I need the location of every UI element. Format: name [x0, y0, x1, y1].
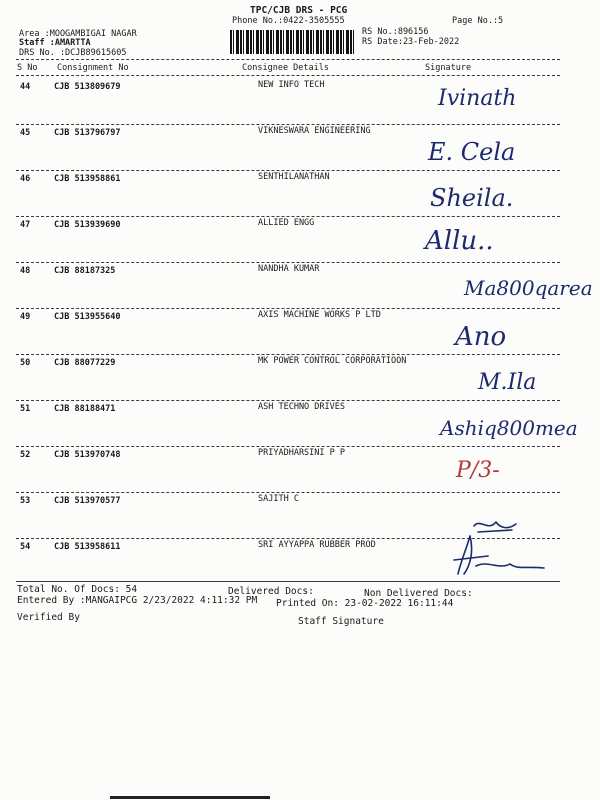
signature: Ashiq800mea — [440, 416, 578, 440]
row-consignment: CJB 88187325 — [54, 266, 116, 276]
row-consignment: CJB 513958861 — [54, 174, 121, 184]
col-consignment: Consignment No — [57, 63, 129, 73]
row-sno: 49 — [20, 312, 31, 322]
footer-divider — [16, 581, 560, 582]
row-sno: 52 — [20, 450, 31, 460]
header-divider — [16, 59, 560, 60]
row-consignee: SENTHILANATHAN — [258, 172, 330, 182]
col-signature: Signature — [425, 63, 472, 73]
row-sno: 46 — [20, 174, 31, 184]
row-divider — [16, 308, 560, 309]
row-divider — [16, 262, 560, 263]
row-consignee: AXIS MACHINE WORKS P LTD — [258, 310, 381, 320]
signature: E. Cela — [428, 138, 516, 166]
row-consignment: CJB 513796797 — [54, 128, 121, 138]
row-divider — [16, 492, 560, 493]
row-consignment: CJB 88077229 — [54, 358, 116, 368]
non-delivered-docs: Non Delivered Docs: — [364, 588, 473, 599]
column-divider — [16, 75, 560, 76]
page-bottom-edge — [110, 796, 270, 799]
row-consignee: ALLIED ENGG — [258, 218, 315, 228]
rs-date: RS Date:23-Feb-2022 — [362, 37, 460, 47]
barcode — [230, 30, 356, 54]
area-field: Area :MOOGAMBIGAI NAGAR — [19, 29, 137, 39]
row-divider — [16, 216, 560, 217]
signature: Ma800qarea — [464, 276, 593, 300]
row-sno: 45 — [20, 128, 31, 138]
row-consignee: ASH TECHNO DRIVES — [258, 402, 345, 412]
row-consignment: CJB 513809679 — [54, 82, 121, 92]
total-docs: Total No. Of Docs: 54 — [17, 584, 138, 595]
signature: M.Ila — [478, 370, 537, 395]
row-divider — [16, 354, 560, 355]
row-consignee: MK POWER CONTROL CORPORATIOON — [258, 356, 407, 366]
row-divider — [16, 446, 560, 447]
row-sno: 50 — [20, 358, 31, 368]
row-divider — [16, 124, 560, 125]
delivered-docs: Delivered Docs: — [228, 586, 314, 597]
row-consignment: CJB 513970748 — [54, 450, 121, 460]
row-consignment: CJB 513970577 — [54, 496, 121, 506]
phone-number: Phone No.:0422-3505555 — [232, 16, 345, 26]
col-consignee: Consignee Details — [242, 63, 329, 73]
row-consignment: CJB 88188471 — [54, 404, 116, 414]
row-sno: 53 — [20, 496, 31, 506]
signature: Ivinath — [438, 86, 517, 111]
row-divider — [16, 400, 560, 401]
staff-signature: Staff Signature — [298, 616, 384, 627]
rs-number: RS No.:896156 — [362, 27, 429, 37]
signature: P/3- — [456, 458, 500, 483]
row-sno: 44 — [20, 82, 31, 92]
row-consignee: VIKNESWARA ENGINEERING — [258, 126, 371, 136]
row-consignee: NANDHA KUMAR — [258, 264, 320, 274]
row-consignment: CJB 513939690 — [54, 220, 121, 230]
row-sno: 47 — [20, 220, 31, 230]
printed-on: Printed On: 23-02-2022 16:11:44 — [276, 598, 454, 609]
row-sno: 48 — [20, 266, 31, 276]
row-consignment: CJB 513958611 — [54, 542, 121, 552]
signature: Allu.. — [425, 226, 494, 256]
document-title: TPC/CJB DRS - PCG — [250, 5, 348, 16]
row-sno: 54 — [20, 542, 31, 552]
col-sno: S No — [17, 63, 38, 73]
staff-field: Staff :AMARTTA — [19, 38, 91, 48]
signature: Ano — [455, 322, 507, 352]
verified-by: Verified By — [17, 612, 80, 623]
row-consignee: SAJITH C — [258, 494, 299, 504]
page-number: Page No.:5 — [452, 16, 504, 26]
drs-number: DRS No. :DCJB89615605 — [19, 48, 127, 58]
row-consignee: PRIYADHARSINI P P — [258, 448, 345, 458]
signature: Sheila. — [430, 184, 514, 212]
row-divider — [16, 170, 560, 171]
row-consignee: NEW INFO TECH — [258, 80, 325, 90]
row-consignment: CJB 513955640 — [54, 312, 121, 322]
entered-by: Entered By :MANGAIPCG 2/23/2022 4:11:32 PM — [17, 595, 258, 606]
signature-scribble — [448, 530, 558, 580]
row-consignee: SRI AYYAPPA RUBBER PROD — [258, 540, 376, 550]
row-sno: 51 — [20, 404, 31, 414]
